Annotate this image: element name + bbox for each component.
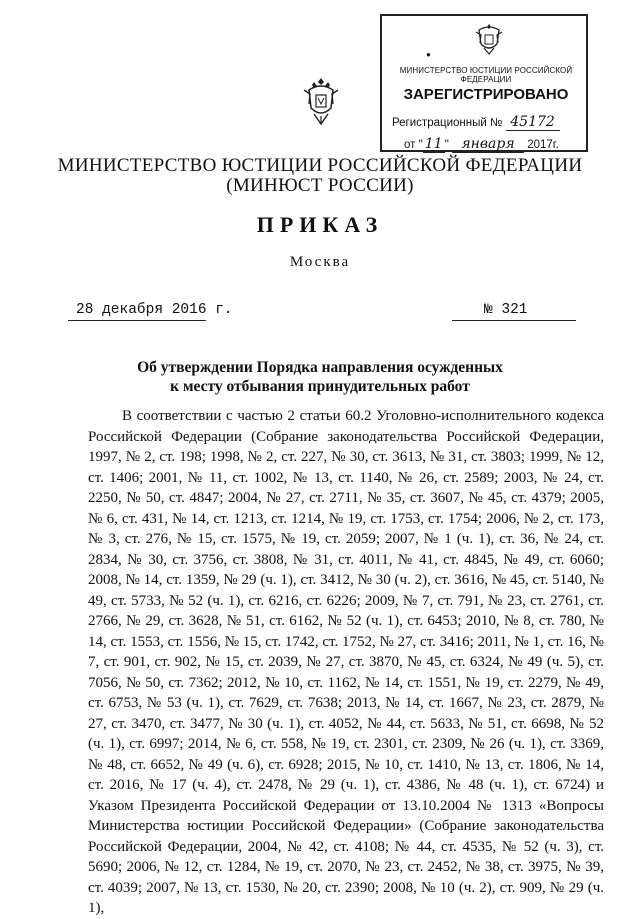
- subject-line-2: к месту отбывания принудительных работ: [170, 378, 470, 395]
- document-city: Москва: [289, 254, 351, 270]
- body-paragraph: В соответствии с частью 2 статьи 60.2 Уголовно-исполнительного кодекса Российской Федерации (Собрание законодательства Российской Федерации, 1997, № 2, ст. 198; 1998, № 2, ст. 227, № 30, ст. 3613, № 31, ст. 3803; 1999, № 12, ст. 1406; 2001, № 11, ст. 1002, № 13, ст. 1140, № 26, ст. 2589; 2003, № 24, ст. 2250, № 50, ст. 4847; 2004, № 27, ст. 2711, № 35, ст. 3607, № 45, ст. 4379; 2005, № 6, ст. 431, № 14, ст. 1213, ст. 1214, № 19, ст. 1753, ст. 1754; 2006, № 2, ст. 173, № 3, ст. 276, № 15, ст. 1575, № 19, ст. 2059; 2007, № 1 (ч. 1), ст. 36, № 24, ст. 2834, № 30, ст. 3756, ст. 3808, № 31, ст. 4011, № 41, ст. 4845, № 49, ст. 6060; 2008, № 14, ст. 1359, № 29 (ч. 1), ст. 3412, № 30 (ч. 2), ст. 3616, № 45, ст. 5140, № 49, ст. 5733, № 52 (ч. 1), ст. 6216, ст. 6226; 2009, № 7, ст. 791, № 23, ст. 2761, ст. 2766, № 29, ст. 3628, № 51, ст. 6162, № 52 (ч. 1), ст. 6453; 2010, № 8, ст. 780, № 14, ст. 1553, ст. 1556, № 15, ст. 1742, ст. 1752, № 27, ст. 3416; 2011, № 1, ст. 16, № 7, ст. 901, ст. 902, № 15, ст. 2039, № 27, ст. 3870, № 45, ст. 6324, № 49 (ч. 5), ст. 7056, № 50, ст. 7362; 2012, № 10, ст. 1162, № 14, ст. 1551, № 19, ст. 2279, № 49, ст. 6753, № 53 (ч. 1), ст. 7629, ст. 7638; 2013, № 14, ст. 1667, № 23, ст. 2879, № 27, ст. 3470, ст. 3477, № 30 (ч. 1), ст. 4052, № 44, ст. 5633, № 51, ст. 6698, № 52 (ч. 1), ст. 6997; 2014, № 6, ст. 558, № 19, ст. 2301, ст. 2309, № 26 (ч. 1), ст. 3369, № 48, ст. 6652, № 49 (ч. 6), ст. 6928; 2015, № 10, ст. 1410, № 13, ст. 1806, № 14, ст. 2016, № 17 (ч. 4), ст. 2478, № 29 (ч. 1), ст. 4386, № 48 (ч. 1), ст. 6724) и Указом Президента Российской Федерации от 13.10.2004 № 1313 «Вопросы Министерства юстиции Российской Федерации» (Собрание законодательства Российской Федерации, 2004, № 42, ст. 4108; № 44, ст. 4535, № 52 (ч. 3), ст. 5690; 2006, № 12, ст. 1284, № 19, ст. 2070, № 23, ст. 2452, № 38, ст. 3975, № 39, ст. 4039; 2007, № 13, ст. 1530, № 20, ст. 2390; 2008, № 10 (ч. 2), ст. 909, № 29 (ч. 1),: [88, 408, 604, 916]
- stamp-date-day: 11: [423, 136, 445, 153]
- stamp-reg-label: Регистрационный №: [392, 117, 503, 129]
- subject-line-1: Об утверждении Порядка направления осужденных: [137, 359, 503, 376]
- number-underline: [452, 320, 576, 321]
- coat-of-arms-icon: [474, 22, 504, 56]
- document-number: № 321: [484, 302, 528, 318]
- stamp-mark-icon: ●: [426, 50, 431, 59]
- ministry-name: МИНИСТЕРСТВО ЮСТИЦИИ РОССИЙСКОЙ ФЕДЕРАЦИИ: [57, 155, 583, 176]
- date-underline: [68, 320, 206, 321]
- stamp-registration-number-row: [392, 114, 560, 131]
- document-subject: [0, 358, 640, 396]
- stamp-date-row: [404, 136, 559, 153]
- stamp-registered: ЗАРЕГИСТРИРОВАНО: [403, 86, 569, 103]
- document-type: ПРИКАЗ: [256, 212, 384, 237]
- stamp-date-prefix: от ": [404, 139, 423, 151]
- stamp-date-year: 2017: [527, 139, 553, 151]
- document-date: 28 декабря 2016 г.: [76, 302, 233, 318]
- stamp-date-month: января: [452, 136, 524, 153]
- stamp-date-suffix: г.: [552, 139, 559, 151]
- stamp-reg-number: 45172: [506, 114, 560, 131]
- registration-stamp: [380, 14, 588, 152]
- document-body: [88, 406, 604, 919]
- ministry-short-name: (МИНЮСТ РОССИИ): [226, 175, 414, 196]
- coat-of-arms-icon: [302, 76, 340, 128]
- ministry-header: [0, 156, 640, 196]
- stamp-date-quote: ": [444, 139, 449, 151]
- stamp-ministry: МИНИСТЕРСТВО ЮСТИЦИИ РОССИЙСКОЙ ФЕДЕРАЦИИ: [399, 66, 573, 84]
